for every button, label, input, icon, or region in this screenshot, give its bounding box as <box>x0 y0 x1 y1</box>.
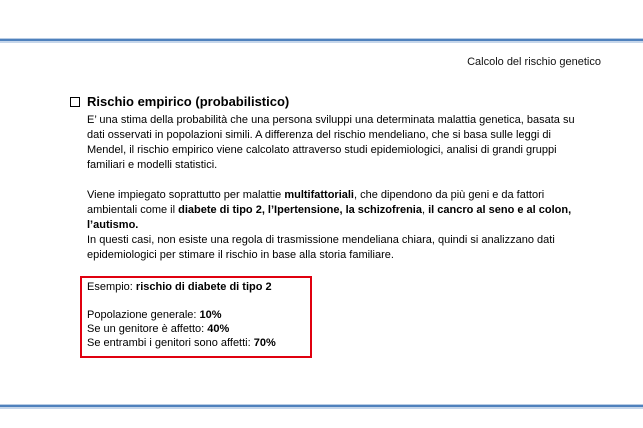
slide-title: Calcolo del rischio genetico <box>467 56 601 68</box>
section-body <box>87 113 577 263</box>
section-heading-text: Rischio empirico (probabilistico) <box>87 94 290 109</box>
usage-text-2: , che dipendono da più geni e da fattori ambientali come il <box>87 189 545 216</box>
row-label: Popolazione generale: <box>87 309 200 321</box>
section-heading <box>70 94 289 109</box>
row-label: Se un genitore è affetto: <box>87 323 208 335</box>
example-heading <box>87 280 310 294</box>
example-label: Esempio: <box>87 281 136 293</box>
paragraph-definition: E’ una stima della probabilità che una persona sviluppi una determinata malattia genetica, basata su dati osservati in popolazioni simili. A differenza del rischio mendeliano, che si basa sulle leggi di Mendel, il rischio empirico viene calcolato attraverso studi epidemiologici, analisi di grandi gruppi familiari e modelli statistici. <box>87 114 575 171</box>
example-row <box>87 322 310 336</box>
usage-bold-diseases: diabete di tipo 2, l’Ipertensione, la schizofrenia <box>178 204 422 216</box>
paragraph-usage <box>87 188 577 233</box>
checkbox-bullet-icon <box>70 97 80 107</box>
bottom-divider-bar <box>0 404 643 409</box>
row-label: Se entrambi i genitori sono affetti: <box>87 337 254 349</box>
example-row <box>87 336 310 350</box>
paragraph-epidemiology: In questi casi, non esiste una regola di trasmissione mendeliana chiara, quindi si analizzano dati epidemiologici per stimare il rischio in base alla storia familiare. <box>87 234 555 261</box>
row-value: 10% <box>199 309 222 321</box>
example-row <box>87 308 310 322</box>
row-value: 70% <box>253 337 276 349</box>
usage-bold-cancers: il cancro al seno e al colon, l’autismo. <box>87 204 572 231</box>
example-title: rischio di diabete di tipo 2 <box>135 281 272 293</box>
top-divider-bar <box>0 38 643 43</box>
row-value: 40% <box>207 323 230 335</box>
usage-text-1: Viene impiegato soprattutto per malattie <box>87 189 285 201</box>
example-box <box>80 276 312 358</box>
usage-text-3: , <box>421 204 429 216</box>
usage-bold-multifactorial: multifattoriali <box>284 189 354 201</box>
